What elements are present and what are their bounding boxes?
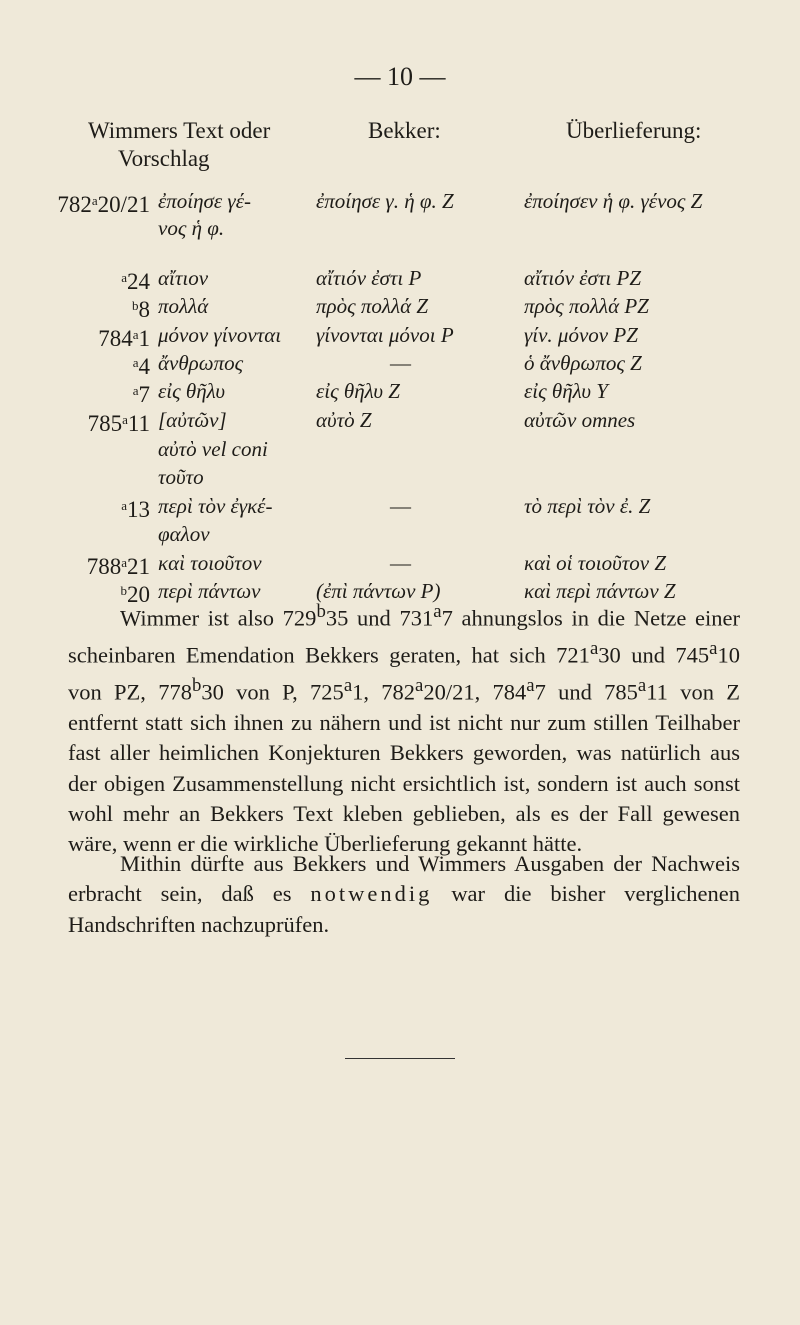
tradition-text: καὶ περὶ πάντων Z xyxy=(524,579,676,603)
row-reference: 788$^a$21 xyxy=(86,554,150,579)
bekker-text: — xyxy=(390,551,411,575)
bekker-text: αἴτιόν ἐστι P xyxy=(316,266,422,290)
bekker-text: — xyxy=(390,351,411,375)
row-reference: 784$^a$1 xyxy=(98,326,150,351)
header-bekker: Bekker: xyxy=(368,118,441,143)
page-number: — 10 — xyxy=(354,62,446,91)
tradition-text: τὸ περὶ τὸν ἐ. Z xyxy=(524,494,651,518)
row-reference: $^a$7 xyxy=(132,382,150,407)
wimmer-text: φαλον xyxy=(158,522,210,546)
row-reference: $^a$24 xyxy=(121,269,150,294)
bekker-text: — xyxy=(390,494,411,518)
bekker-text: (ἐπὶ πάντων P) xyxy=(316,579,441,603)
wimmer-text: εἰς θῆλυ xyxy=(158,379,225,403)
bekker-text: εἰς θῆλυ Z xyxy=(316,379,400,403)
row-reference: 782$^a$20/21 xyxy=(57,192,150,217)
bekker-text: ἐποίησε γ. ἡ φ. Z xyxy=(316,189,454,213)
row-reference: $^b$20 xyxy=(120,582,150,607)
header-wimmer-line1: Wimmers Text oder xyxy=(88,118,271,143)
bekker-text: γίνονται μόνοι P xyxy=(316,323,454,347)
wimmer-text: νος ἡ φ. xyxy=(158,216,225,240)
wimmer-text: [αὐτῶν] xyxy=(158,408,227,432)
wimmer-text: τοῦτο xyxy=(158,465,204,489)
wimmer-text: περὶ τὸν ἐγκέ- xyxy=(158,494,273,518)
paragraph-1: Wimmer ist also 729$^b$35 und 731$^a$7 ahnungslos in die Netze einer scheinbaren Emendation Bekkers geraten, hat sich 721$^a$30 und 745$^a$10 von PZ, 778$^b$30 von P, 725$^a$1, 782$^a$20/21, 784$^a$7 und 785$^a$11 von Z entfernt statt sich ihnen zu nähern und ist nicht nur zum stillen Teilhaber fast aller heimlichen Konjekturen Bekkers geworden, was natürlich aus der obigen Zusammenstellung nicht ersichtlich ist, sondern ist auch sonst wohl mehr an Bekkers Text kleben geblieben, als es der Fall gewesen wäre, wenn er die wirkliche Überlieferung gekannt hätte. xyxy=(68,601,741,857)
wimmer-text: αἴτιον xyxy=(158,266,209,290)
header-wimmer-line2: Vorschlag xyxy=(118,146,210,171)
wimmer-text: αὐτὸ vel coni xyxy=(158,437,268,461)
wimmer-text: ἐποίησε γέ- xyxy=(158,189,251,213)
row-reference: $^a$13 xyxy=(121,497,150,522)
header-tradition: Überlieferung: xyxy=(566,118,702,143)
tradition-text: ἐποίησεν ἡ φ. γένος Z xyxy=(524,189,703,213)
row-reference: $^a$4 xyxy=(132,354,150,379)
tradition-text: αὐτῶν omnes xyxy=(524,408,636,432)
wimmer-text: καὶ τοιοῦτον xyxy=(158,551,262,575)
row-reference: 785$^a$11 xyxy=(87,411,150,436)
tradition-text: αἴτιόν ἐστι PZ xyxy=(524,266,642,290)
tradition-text: γίν. μόνον PZ xyxy=(524,323,638,347)
wimmer-text: περὶ πάντων xyxy=(158,579,261,603)
bekker-text: πρὸς πολλά Z xyxy=(316,294,429,318)
row-reference: $^b$8 xyxy=(132,297,150,322)
paragraph-2: Mithin dürfte aus Bekkers und Wimmers Ausgaben der Nachweis erbracht sein, daß es notwendig war die bisher verglichenen Handschriften nachzuprüfen. xyxy=(68,851,741,937)
closing-rule xyxy=(345,1058,455,1059)
tradition-text: πρὸς πολλά PZ xyxy=(524,294,649,318)
wimmer-text: πολλά xyxy=(158,294,209,318)
bekker-text: αὐτὸ Z xyxy=(316,408,372,432)
tradition-text: ὁ ἄνθρωπος Z xyxy=(524,351,642,375)
tradition-text: καὶ οἱ τοιοῦτον Z xyxy=(524,551,667,575)
tradition-text: εἰς θῆλυ Y xyxy=(524,379,608,403)
wimmer-text: ἄνθρωπος xyxy=(158,351,244,375)
wimmer-text: μόνον γίνονται xyxy=(158,323,282,347)
